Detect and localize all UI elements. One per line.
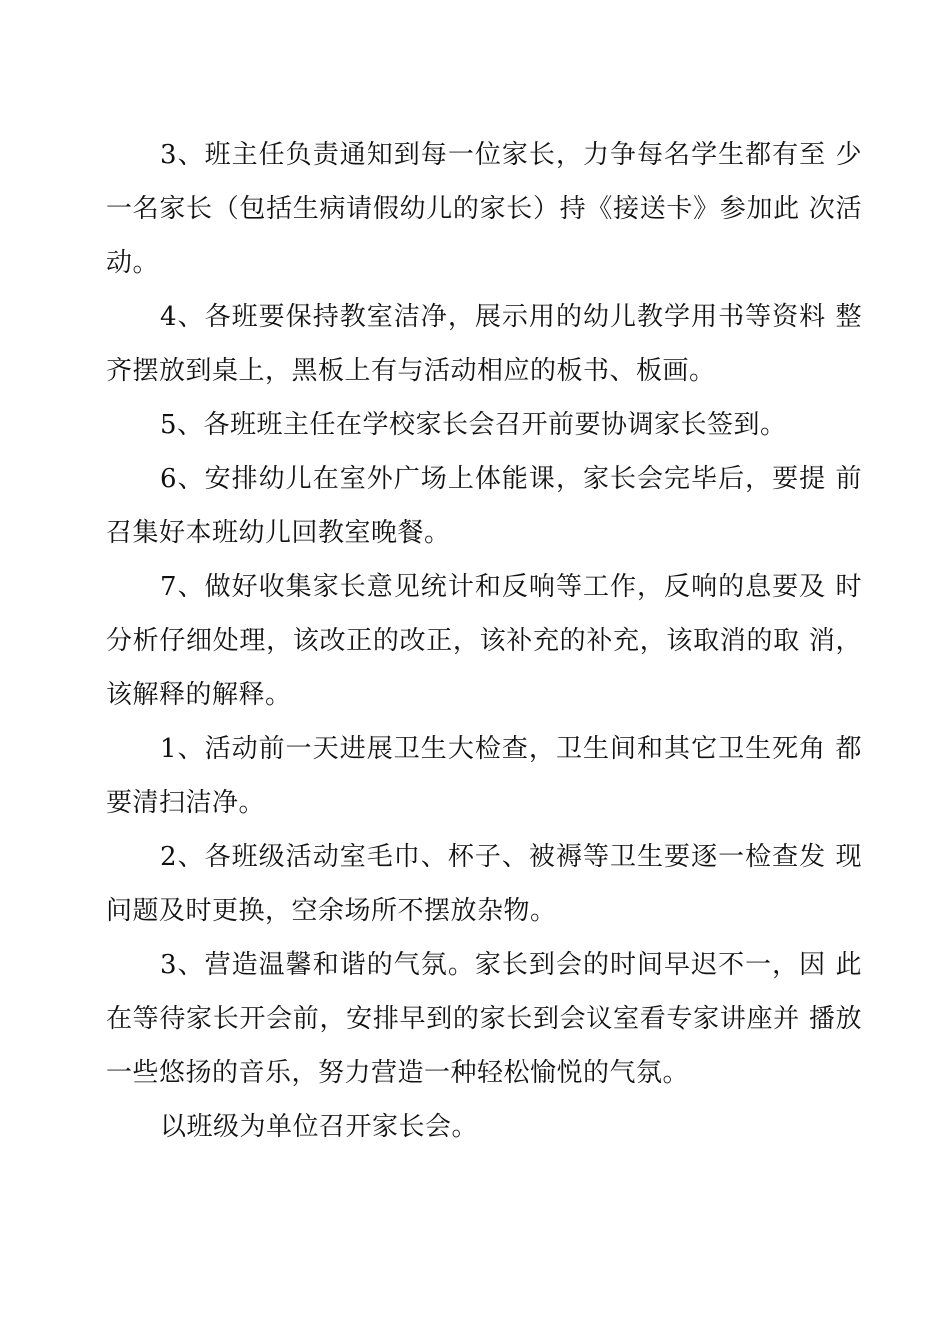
paragraph-6: 1、活动前一天进展卫生大检查，卫生间和其它卫生死角 都要清扫洁净。 xyxy=(106,734,862,818)
paragraph-7: 2、各班级活动室毛巾、杯子、被褥等卫生要逐一检查发 现问题及时更换，空余场所不摆放杂物。 xyxy=(106,842,862,926)
document-body xyxy=(106,128,862,1154)
paragraph-3: 5、各班班主任在学校家长会召开前要协调家长签到。 xyxy=(160,410,787,440)
paragraph-1: 3、班主任负责通知到每一位家长，力争每名学生都有至 少一名家长（包括生病请假幼儿的家长）持《接送卡》参加此 次活动。 xyxy=(106,140,862,278)
paragraph-5: 7、做好收集家长意见统计和反响等工作，反响的息要及 时分析仔细处理，该改正的改正，该补充的补充，该取消的取 消，该解释的解释。 xyxy=(106,572,862,710)
paragraph-9: 以班级为单位召开家长会。 xyxy=(160,1112,479,1142)
paragraph-8: 3、营造温馨和谐的气氛。家长到会的时间早迟不一，因 此在等待家长开会前，安排早到的家长到会议室看专家讲座并 播放一些悠扬的音乐，努力营造一种轻松愉悦的气氛。 xyxy=(106,950,862,1088)
paragraph-2: 4、各班要保持教室洁净，展示用的幼儿教学用书等资料 整齐摆放到桌上，黑板上有与活动相应的板书、板画。 xyxy=(106,302,862,386)
paragraph-4: 6、安排幼儿在室外广场上体能课，家长会完毕后，要提 前召集好本班幼儿回教室晚餐。 xyxy=(106,464,862,548)
